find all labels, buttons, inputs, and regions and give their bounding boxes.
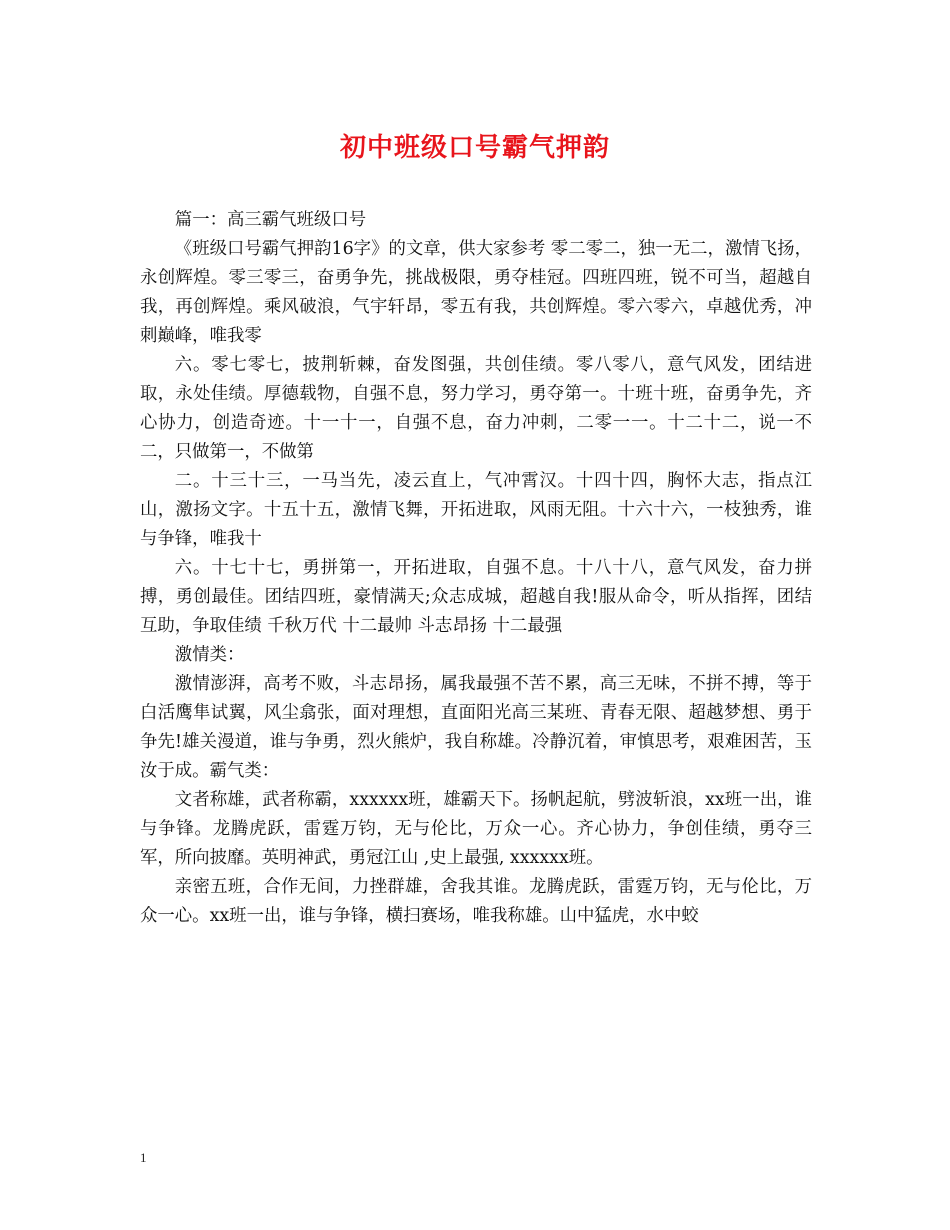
paragraph: 亲密五班，合作无间，力挫群雄，舍我其谁。龙腾虎跃，雷霆万钧，无与伦比，万众一心。xx班一出，谁与争锋，横扫赛场，唯我称雄。山中猛虎，水中蛟: [140, 877, 812, 926]
paragraph: 文者称雄，武者称霸，xxxxxx班，雄霸天下。扬帆起航，劈波斩浪，xx班一出，谁与争锋。龙腾虎跃，雷霆万钧，无与伦比，万众一心。齐心协力，争创佳绩，勇夺三军，所向披靡。英明神武，勇冠江山 ,史上最强, xxxxxx班。: [140, 790, 812, 868]
paragraph: 二。十三十三，一马当先，凌云直上，气冲霄汉。十四十四，胸怀大志，指点江山，激扬文字。十五十五，激情飞舞，开拓进取，风雨无阻。十六十六，一枝独秀，谁与争锋，唯我十: [140, 471, 812, 549]
paragraph: 《班级口号霸气押韵16字》的文章，供大家参考 零二零二，独一无二，激情飞扬，永创辉煌。零三零三，奋勇争先，挑战极限，勇夺桂冠。四班四班，锐不可当，超越自我，再创辉煌。乘风破浪，气宇轩昂，零五有我，共创辉煌。零六零六，卓越优秀，冲刺巅峰，唯我零: [140, 239, 812, 346]
page-title: 初中班级口号霸气押韵: [339, 133, 610, 163]
section-label: 激情类：: [174, 645, 245, 665]
paragraph: 六。零七零七，披荆斩棘，奋发图强，共创佳绩。零八零八，意气风发，团结进取，永处佳绩。厚德载物，自强不息，努力学习，勇夺第一。十班十班，奋勇争先，齐心协力，创造奇迹。十一十一，自强不息，奋力冲刺，二零一一。十二十二，说一不二，只做第一，不做第: [140, 355, 812, 462]
paragraph: 激情澎湃，高考不败，斗志昂扬，属我最强不苦不累，高三无味，不拼不搏，等于白活鹰隼试翼，风尘翕张，面对理想，直面阳光高三某班、青春无限、超越梦想、勇于争先!雄关漫道，谁与争勇，烈火熊炉，我自称雄。冷静沉着，审慎思考，艰难困苦，玉汝于成。霸气类：: [140, 674, 812, 781]
paragraph: 六。十七十七，勇拼第一，开拓进取，自强不息。十八十八，意气风发，奋力拼搏，勇创最佳。团结四班，豪情满天;众志成城，超越自我!服从命令，听从指挥，团结互助，争取佳绩 千秋万代 十二最帅 斗志昂扬 十二最强: [140, 558, 812, 636]
document-body: [140, 206, 812, 931]
paragraph-heading: 篇一：高三霸气班级口号: [174, 210, 367, 230]
page-number: 1: [140, 1150, 147, 1165]
